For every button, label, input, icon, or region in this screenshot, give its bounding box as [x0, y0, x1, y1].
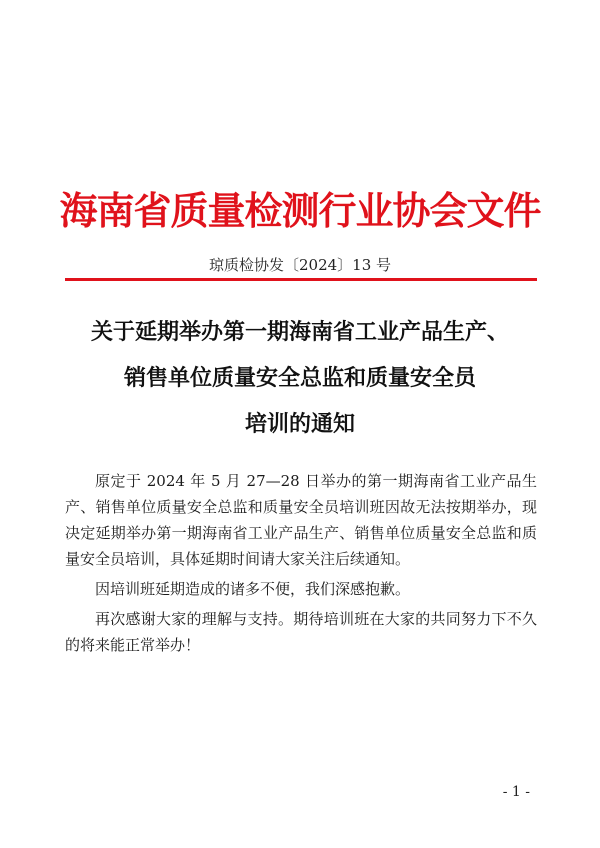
- notice-title: [0, 318, 600, 456]
- notice-title-line-1: 关于延期举办第一期海南省工业产品生产、: [90, 320, 509, 345]
- notice-title-line-2: 销售单位质量安全总监和质量安全员: [123, 366, 476, 391]
- red-divider-line: [65, 278, 537, 281]
- body-paragraph-1: 原定于 2024 年 5 月 27—28 日举办的第一期海南省工业产品生产、销售单位质量安全总监和质量安全员培训班因故无法按期举办，现决定延期举办第一期海南省工业产品生产、销售单位质量安全总监和质量安全员培训，具体延期时间请大家关注后续通知。: [65, 472, 537, 568]
- document-number: 琼质检协发〔2024〕13 号: [208, 256, 392, 274]
- body-paragraph-2: 因培训班延期造成的诸多不便，我们深感抱歉。: [95, 580, 411, 598]
- page-number: - 1 -: [502, 784, 530, 800]
- organization-header-title: 海南省质量检测行业协会文件: [59, 189, 541, 233]
- notice-title-line-3: 培训的通知: [244, 412, 355, 437]
- notice-body: [65, 468, 537, 662]
- body-paragraph-3: 再次感谢大家的理解与支持。期待培训班在大家的共同努力下不久的将来能正常举办！: [65, 610, 537, 654]
